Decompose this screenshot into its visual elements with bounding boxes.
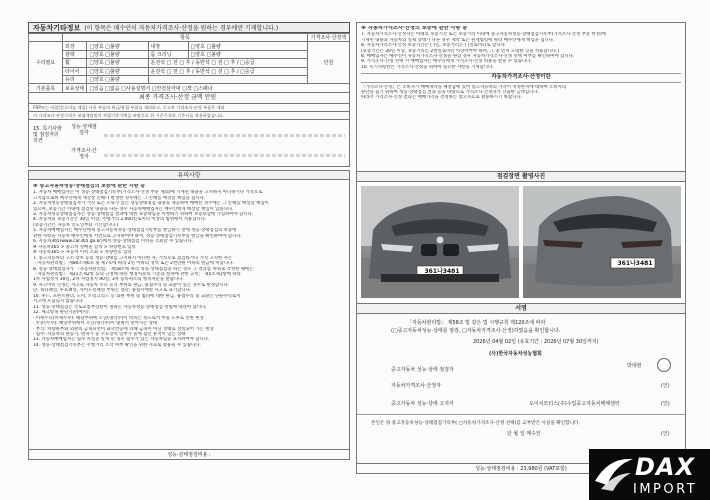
note-line: 1. 자동차 매매업자는 이 성능·상태점검기록부(가격조사·산정 부분 제외)에 기재된 내용을 고지하지 아니하거나 거짓으로: [33, 190, 263, 196]
photo-title: 점검장면 촬영사진: [356, 172, 686, 182]
note-line: · 미세누유(미세누수): 해당부위에 오일(냉각수)이 비치는 정도로서 부품 노후로 인한 현상: [33, 315, 204, 321]
left-fee: 성능·상태점검비용 :: [28, 450, 350, 460]
note-line: 13. 자동차매매업자는 침수 사실을 알게 된 경우 침수가 있는 자동차임을 표시하여야 합니다.: [33, 337, 210, 343]
appraisal-definition-line: 따라서 가격조사·산정 결과는 매매가격을 결정하는 참고자료로 활용하시기 바랍니다.: [361, 95, 523, 101]
appraiser-seal: (인): [661, 383, 670, 389]
note-line: (보증기간은 자동차 인도일부터 기산합니다.): [33, 222, 119, 228]
legal-note: 이 가격조사·산정가격은 보험개발원의 차량기준가액을 바탕으로 한 기준가격과 기준서를 적용하였습니다.: [28, 112, 350, 120]
warranty-line: 8. 매매업자는 매수인이 자동차가격조사·산정을 원할 경우 자동차가격조사·산정 선택 여부를 확인하여야 합니다.: [361, 54, 575, 60]
swoosh-icon: [591, 451, 637, 497]
note-line: · 누유(누수): 해당부위에서 오일(냉각수)이 맺혀서 떨어지는 상태: [33, 321, 158, 327]
dax-import-logo: [589, 449, 710, 500]
dealer-label: 중고자동차 성능·상태 고지자: [391, 401, 454, 407]
note-line: 9. 사고이력 인정은 사고로 자동차 주요 골격 부위의 판금, 용접수리 및 교환이 있는 경우로 한정합니다.: [33, 282, 230, 288]
note-line: 8. 성능·상태점검자가 「자동차관리법」 제58조에 따라 성능·상태점검을 하는 경우 그 결과를 허위로 작성한 때에는: [33, 266, 254, 272]
inspector-stamp: [657, 358, 671, 372]
note-line: 12. 체크항목 판단기준(예시): [33, 310, 89, 316]
signature-title: 서명: [356, 304, 686, 314]
note-line: 고지함으로써 매수인에게 재산상 손해가 발생한 경우에는 그 손해를 배상할 책임을 집니다.: [33, 195, 206, 201]
warranty-line: (보증기간은 30일 이상, 보증거리는 2천킬로미터 이상이어야 하며, 그 중 먼저 도래한 것을 적용합니다.): [361, 48, 560, 54]
right-fee: 성능·상태점검비용 : 23,980원 (VAT포함): [356, 464, 686, 474]
left-column: [28, 22, 350, 482]
warranty-list: [361, 32, 681, 70]
notes-list: [33, 190, 345, 348]
front-plate: 361나3481: [424, 268, 460, 275]
note-line: 「자동차관리법」 제21조제2항 등의 규정에 따른 행정처분의 기준과 절차에 관한 규칙」 제5조제1항에 따라: [33, 271, 241, 277]
note-line: 관한 사항을 자동차 매수인에게 서면으로 고지하여야 하며, 성능·상태점검기록부의 발급을 확인하여야 합니다.: [33, 233, 243, 239]
final-price-row: 최종 가격조사·산정 금액 만원: [28, 93, 350, 104]
logo-word: DAX: [635, 453, 695, 481]
signature-statement-1: 「자동차관리법」 제58조 및 같은 법 시행규칙 제120조에 따라: [407, 320, 546, 326]
note-line: 2. 자동차성능상태점검자가 거짓 또는 오류가 있는 성능상태점검 내용을 제공하여 매매된 경우에는 그 손해를 배상할 책임이: [33, 201, 269, 207]
association-name: (사)한국자동차성능협회: [489, 351, 542, 357]
other-info-header: 자동차기타정보 (이 항목은 매수인이 자동차가격조사·산정을 원하는 경우에만 기재합니다.): [28, 22, 350, 33]
note-line: 7. 중고자동차의 구조·장치 등의 성능·상태를 고지하지 아니한 자, 거짓으로 점검하거나 거짓 고지한 자는: [33, 255, 233, 261]
remarks-label: 15. 특기사항 및 점검자의 의견: [33, 125, 62, 144]
dealer-name: 도이치모터스(주)수입중고자동차매매센터: [529, 401, 620, 407]
inspector-label: 중고자동차 성능·상태 점검자: [391, 367, 454, 373]
notes-heading: ※ 중고자동차성능·상태점검의 보증에 관한 사항 등: [33, 183, 146, 189]
warranty-line: 8. 자동차가격조사·산정 보증기간은 ( )일, 보증거리는 ( )킬로미터로 합니다.: [361, 43, 507, 49]
receipt-statement: 본인은 위 중고자동차성능·상태점검기록부( □자동차가격조사·산정 선택)를 교부받은 사실을 확인합니다.: [371, 421, 580, 426]
right-column: [356, 22, 686, 482]
note-line: 14. 성능·상태점검기록부는 주행거리 조작 여부 확인을 위한 자료로 활용될 수 있습니다.: [33, 342, 201, 348]
unit-label: 만원: [308, 42, 350, 84]
front-car-photo: [361, 186, 519, 298]
warranty-line: 9. 가격조사·산정 선택 시 매매업자는 매수인에게 가격조사·산정 비용을 받을 수 있습니다.: [361, 59, 532, 65]
note-line: ※ 자동차365 > 중고차 실매물 검색 > 차량번호 입력: [33, 244, 136, 250]
table-row: 휠 □양호 □불량 운전석 □ 전 □ 후 / 동반석 □ 전 □ 후 / □응급: [29, 59, 350, 67]
signature-section: [356, 314, 686, 464]
logo-subtitle: IMPORT: [633, 482, 698, 497]
note-line: 사고에 포함되지 않습니다.: [33, 299, 84, 305]
note-line: 4. 자동차의 보증기간은 30일 이상, 주행거리 2,000킬로미터 이상의 범위에서 적용합니다.: [33, 217, 207, 223]
appraiser-opinion-label: 가격조사·산정자: [71, 147, 97, 160]
appraisal-definition-title: 자동차가격조사·산정이란: [361, 73, 681, 82]
note-line: 10. 후드, 프론트펜더, 도어, 트렁크리드 등 외판 부위 및 범퍼에 대한 판금, 용접수리 및 교환은 단순수리로서: [33, 293, 241, 299]
table-row: 광택 □양호 □불량 룸 크리닝 □양호 □불량: [29, 50, 350, 58]
notes-box: [28, 180, 350, 450]
note-line: · 부식: 차량하부와 외판의 금속표면이 화학반응에 의해 금속이 아닌 상태로 상실되어 가는 현상: [33, 326, 214, 332]
warranty-line: 7. 자동차가격조사·산정자는 아래의 보증기간 또는 보증거리 이내에 중고자동차성능·상태점검기록부(가격조사·산정 부분 한정)에: [361, 32, 606, 38]
item-label: 항목: [63, 34, 308, 42]
table-row: 유리 □양호 □불량: [29, 75, 350, 83]
note-line: 있으며, 보증기간 이내에 점검된 내용과 다른 경우 자동차매매업자는 매수인에게 배상할 책임이 있습니다.: [33, 206, 234, 212]
note-line: ※ 자동차365 > 자동차 이력 조회 > 차량번호 입력: [33, 250, 132, 256]
rear-plate: 361나3481: [617, 260, 653, 267]
dealer-seal: (인): [661, 401, 670, 407]
note-line: 5. 자동차매매업자는 매수인에게 중고자동차성능·상태점검기록부를 발급하기 전에 성능·상태점검의 보증에: [33, 228, 237, 234]
appraisal-definition-line: 판단을 돕기 위하여 성능·상태점검 결과 등을 바탕으로 가격조사·산정자가 산출한 금액입니다.: [361, 90, 539, 96]
note-line: 「자동차관리법」 제80조제6호 및 제7호에 따라 2년 이하의 징역 또는 2천만원 이하의 벌금에 처합니다.: [33, 261, 234, 267]
note-line: 단, 쿼터패널, 루프패널, 사이드실패널 부위는 절단, 용접시에만 사고로 표기합니다.: [33, 288, 192, 294]
note-line: 1차 사업정지 30일, 2차 사업정지 90일, 3차 등록취소의 행정처분을 받습니다.: [33, 277, 184, 283]
receipt-date: 년 월 일 매수인: [507, 431, 541, 437]
inspector-name: 박대현: [627, 363, 642, 369]
warranty-heading: ※ 자동차가격조사·산정의 보증에 관한 사항 등: [361, 26, 468, 31]
remarks-box: [28, 120, 350, 167]
signature-statement-2: (□중고자동차성능·상태를 점검, □자동차가격조사·산정)하였음을 확인합니다.: [391, 328, 561, 334]
note-line: 3. 자동차성능상태점검자는 성능·상태점검 결과에 대한 보증책임을 이행하기 위하여 보증보험에 가입하여야 합니다.: [33, 212, 254, 217]
issue-date: 2026년 04월 02일 (유효기간 : 2026년 07월 30일까지): [473, 339, 599, 345]
group-label: 수리필요: [29, 42, 63, 84]
frp-note: FRP또는 비철(알루미늄 재질) 사용 부품의 판금/용접 부위를 제외하고, 중고차 가격조사·산정 부품은 제외: [28, 104, 350, 112]
note-line: 11. 성능·상태점검은 국토교통부장관이 정하는 자동차성능·상태점검 방법에 따라야 합니다.: [33, 304, 207, 310]
note-line: · 침수: 자동차의 원동기, 변속기 등 주요장치 일부가 물에 잠긴 흔적이 있는 상태: [33, 331, 186, 337]
notes-title: 유의사항: [28, 170, 350, 180]
buyer-seal: (인): [661, 431, 670, 437]
appraisal-definition-line: 『가격조사·산정』은 소비자가 매매계약을 체결함에 있어 중고자동차의 가격이 적정한지에 대하여 소비자의: [361, 84, 567, 90]
inspector-opinion-label: 성능·상태점검자: [71, 123, 97, 136]
rear-car-photo: [523, 186, 681, 298]
price-label: 가격조사·산정액: [308, 34, 350, 42]
appraisal-definition-text: [361, 85, 681, 101]
table-row: 기본품목 보유상태 □있음 □없음 □사용설명서 □안전삼각대 □잭 □스패너: [29, 84, 350, 92]
options-table: [28, 33, 350, 93]
appraiser-label: 자동차가격조사·산정자: [391, 383, 441, 389]
table-row: 타이어 □양호 □불량 운전석 □ 전 □ 후 / 동반석 □ 전 □ 후 / □응급: [29, 67, 350, 75]
warranty-line: 기재된 내용과 자동차의 실제 상태가 다른 경우 계약 또는 관계법령에 따라 매수인에게 책임을 집니다.: [361, 37, 555, 43]
photo-section: [356, 182, 686, 304]
warranty-line: 10. 특기사항란은 가격조사·산정을 위하여 필요한 사항을 기재합니다.: [361, 64, 494, 70]
note-line: 6. 자동차365(www.car365.go.kr)에서 성능·상태점검 이력을 조회할 수 있습니다.: [33, 239, 194, 245]
warranty-box: [356, 22, 686, 172]
table-row: 수리필요 외장 □양호 □불량 내장 □양호 □불량 만원: [29, 42, 350, 50]
